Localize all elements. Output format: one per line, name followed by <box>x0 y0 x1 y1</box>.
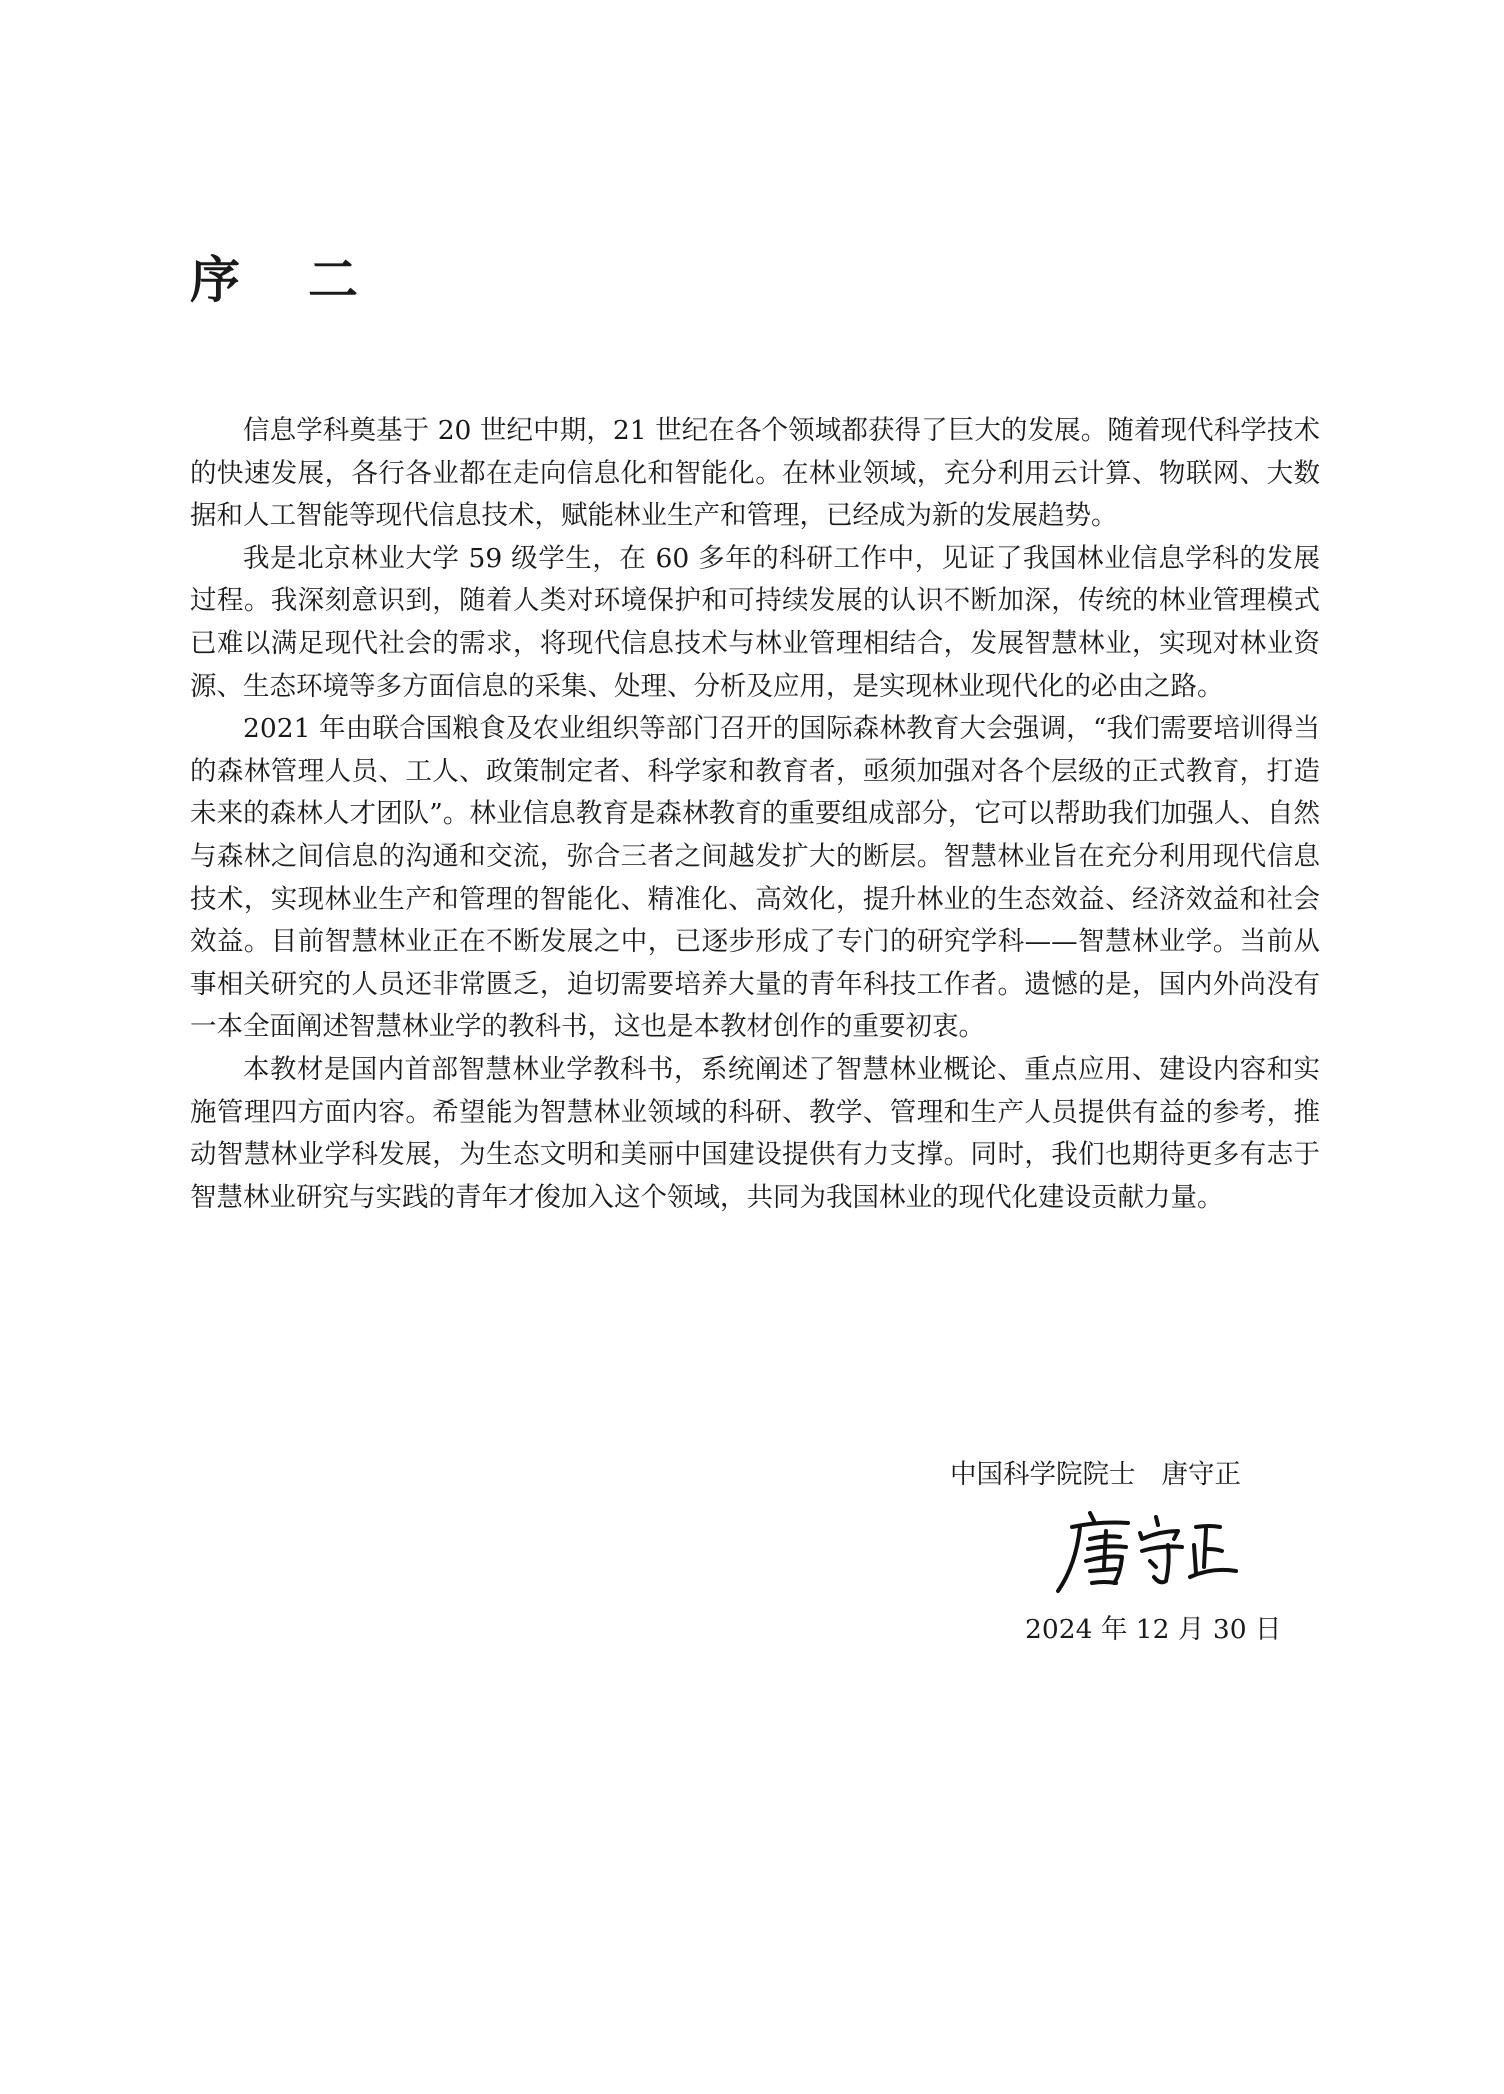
page-title: 序二 <box>190 251 426 309</box>
signer-line <box>950 1455 1241 1495</box>
preface-body <box>190 410 1320 1219</box>
signature-date: 2024 年 12 月 30 日 <box>1025 1614 1282 1645</box>
paragraph-1: 信息学科奠基于 20 世纪中期，21 世纪在各个领域都获得了巨大的发展。随着现代科学技术的快速发展，各行各业都在走向信息化和智能化。在林业领域，充分利用云计算、物联网、大数据和人工智能等现代信息技术，赋能林业生产和管理，已经成为新的发展趋势。 <box>190 415 1320 532</box>
signer-affiliation: 中国科学院院士 <box>950 1459 1136 1490</box>
signer-name: 唐守正 <box>1161 1459 1241 1490</box>
paragraph-3: 2021 年由联合国粮食及农业组织等部门召开的国际森林教育大会强调，“我们需要培训得当的森林管理人员、工人、政策制定者、科学家和教育者，亟须加强对各个层级的正式教育，打造未来的森林人才团队”。林业信息教育是森林教育的重要组成部分，它可以帮助我们加强人、自然与森林之间信息的沟通和交流，弥合三者之间越发扩大的断层。智慧林业旨在充分利用现代信息技术，实现林业生产和管理的智能化、精准化、高效化，提升林业的生态效益、经济效益和社会效益。目前智慧林业正在不断发展之中，已逐步形成了专门的研究学科——智慧林业学。当前从事相关研究的人员还非常匮乏，迫切需要培养大量的青年科技工作者。遗憾的是，国内外尚没有一本全面阐述智慧林业学的教科书，这也是本教材创作的重要初衷。 <box>190 713 1320 1043</box>
paragraph-2: 我是北京林业大学 59 级学生，在 60 多年的科研工作中，见证了我国林业信息学科的发展过程。我深刻意识到，随着人类对环境保护和可持续发展的认识不断加深，传统的林业管理模式已难以满足现代社会的需求，将现代信息技术与林业管理相结合，发展智慧林业，实现对林业资源、生态环境等多方面信息的采集、处理、分析及应用，是实现林业现代化的必由之路。 <box>190 542 1320 702</box>
paragraph-4: 本教材是国内首部智慧林业学教科书，系统阐述了智慧林业概论、重点应用、建设内容和实施管理四方面内容。希望能为智慧林业领域的科研、教学、管理和生产人员提供有益的参考，推动智慧林业学科发展，为生态文明和美丽中国建设提供有力支撑。同时，我们也期待更多有志于智慧林业研究与实践的青年才俊加入这个领域，共同为我国林业的现代化建设贡献力量。 <box>190 1053 1320 1213</box>
handwritten-signature <box>1050 1505 1240 1600</box>
